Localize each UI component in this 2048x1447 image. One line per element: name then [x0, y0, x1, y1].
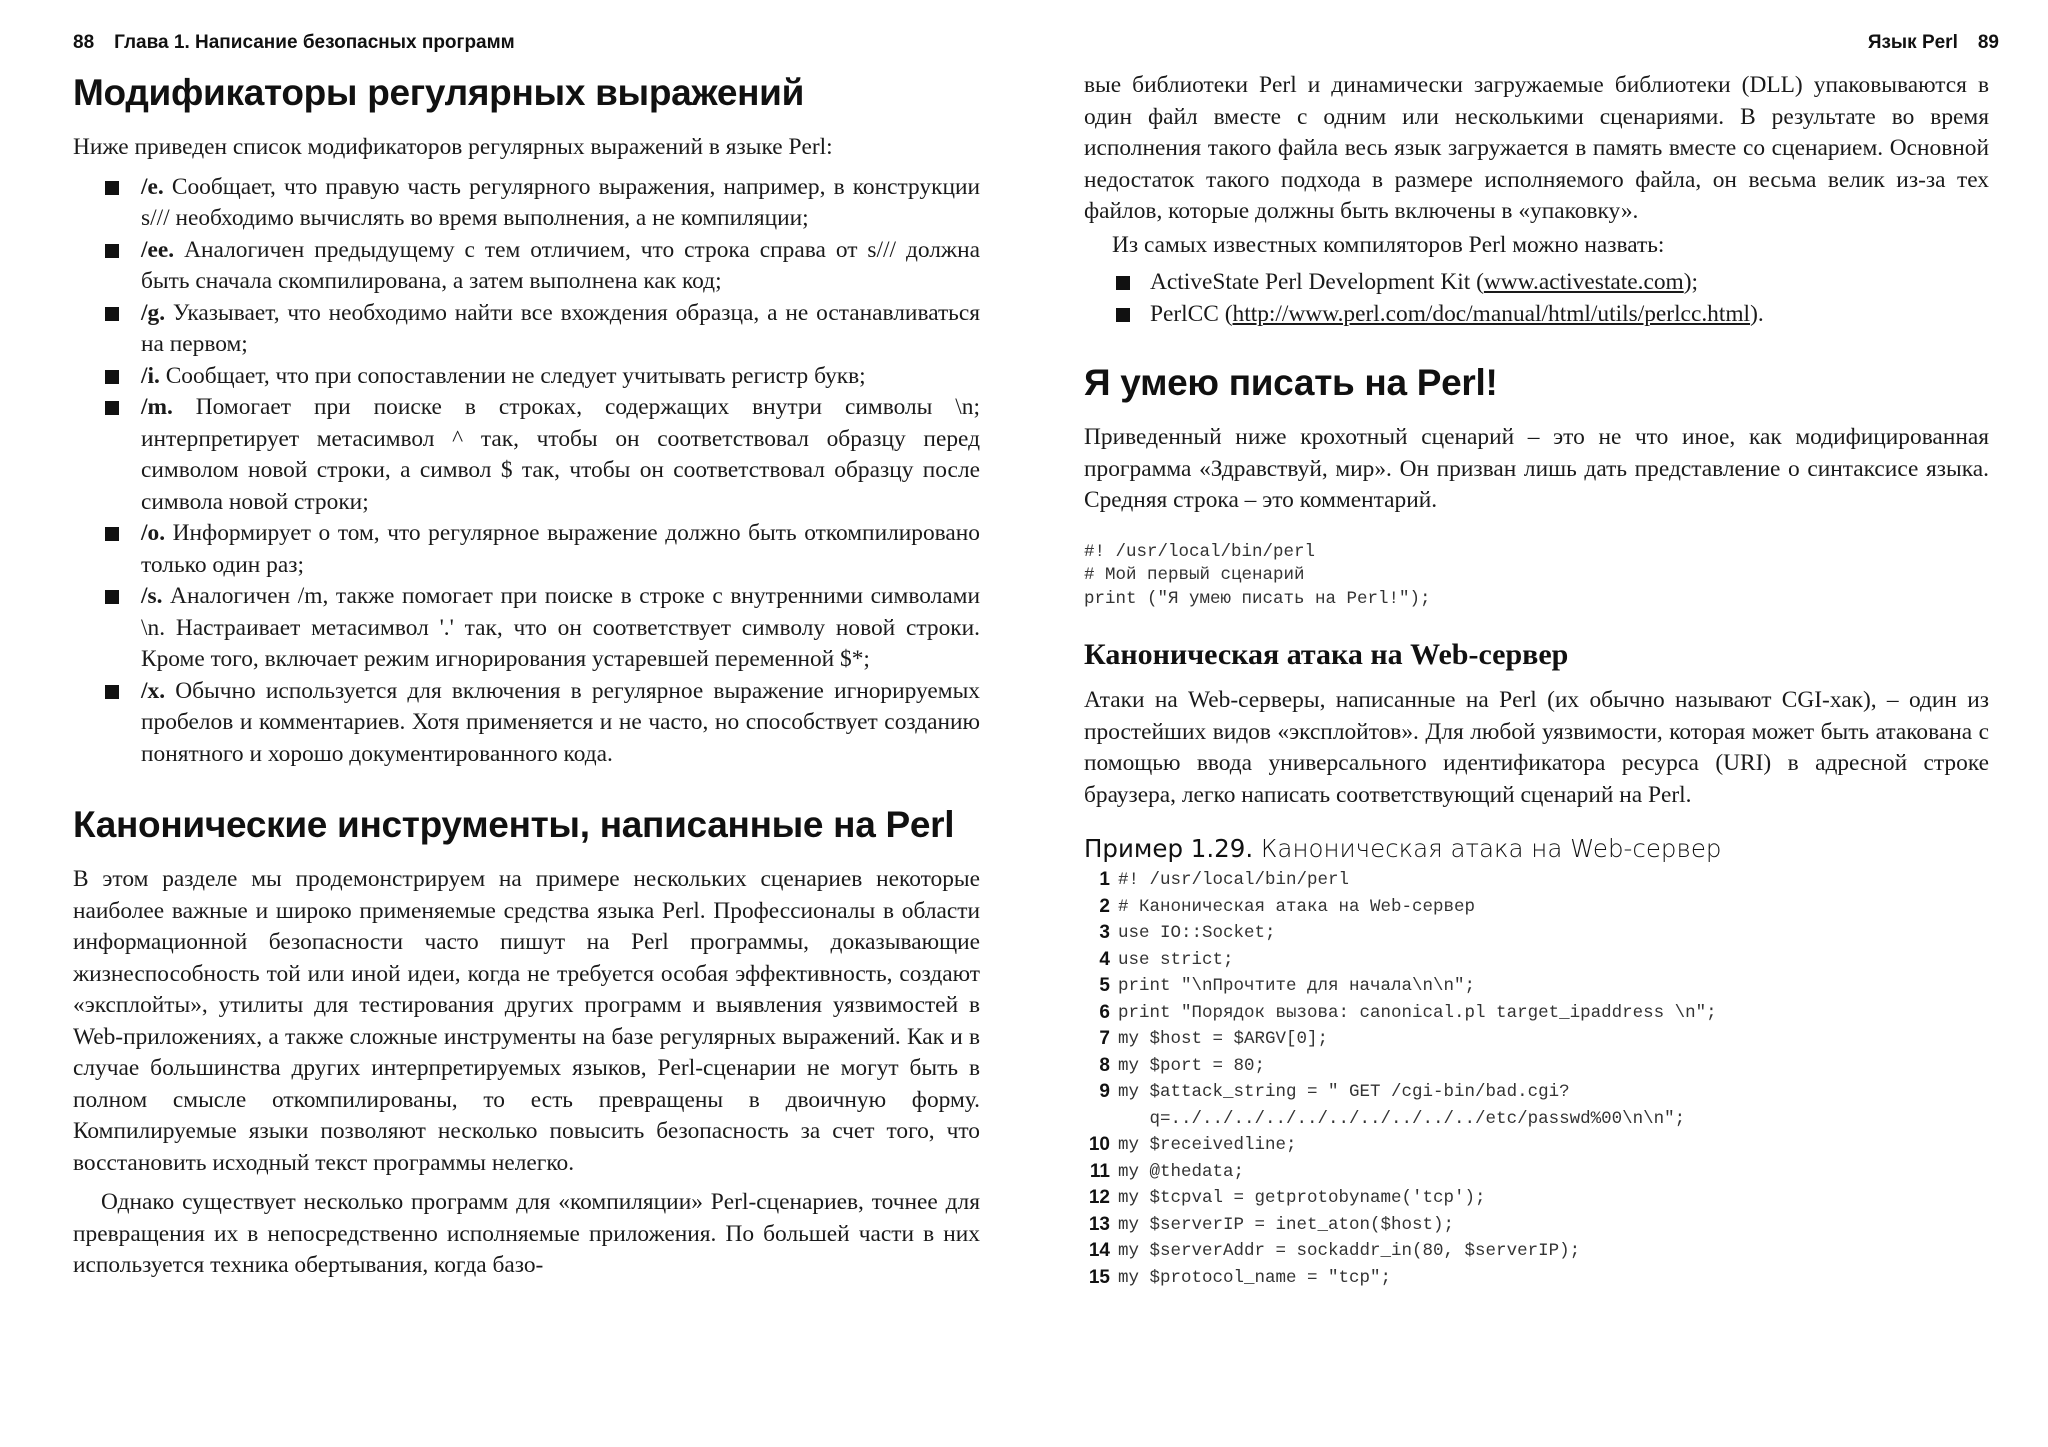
line-number: 3: [1099, 922, 1110, 943]
code-line: [1084, 1132, 1989, 1159]
compiler-name: PerlCC (: [1150, 300, 1233, 327]
tools-paragraph-1: В этом разделе мы продемонстрируем на примере нескольких сценариев некоторые наиболее важные и широко применяемые средства языка Perl. Профессионалы в области информационной безопасности часто пишут на Perl программы, доказывающие жизнеспособность той или иной идеи, когда не требуется особая эффективность, создают «эксплойты», утилиты для тестирования других программ и выявления уязвимостей в Web-приложениях, а также сложные инструменты на базе регулярных выражений. Как и в случае большинства других интерпретируемых языков, Perl-сценарии не могут быть в полном смысле откомпилированы, то есть превращены в двоичную форму. Компилируемые языки позволяют несколько повысить безопасность за счет того, что восстановить исходный текст программы нелегко.: [73, 866, 980, 1176]
compiler-link[interactable]: http://www.perl.com/doc/manual/html/utils/perlcc.html: [1232, 300, 1751, 327]
list-item: [73, 172, 980, 235]
line-number: 14: [1088, 1240, 1110, 1261]
code-line: [1084, 867, 1989, 894]
code-line: [1084, 1079, 1989, 1106]
compilers-intro: Из самых известных компиляторов Perl можно назвать:: [1112, 231, 1665, 258]
modifier-desc: Информирует о том, что регулярное выражение должно быть откомпилировано только один раз;: [141, 520, 980, 578]
line-code: q=../../../../../../../../../../etc/passwd%00\n\n";: [1118, 1108, 1686, 1129]
example-title: Каноническая атака на Web-сервер: [1253, 834, 1722, 863]
line-number: 13: [1088, 1213, 1110, 1235]
continuation-paragraph: вые библиотеки Perl и динамически загружаемые библиотеки (DLL) упаковываются в один файл вместе с одним или несколькими сценариями. В результате во время исполнения такого файла весь язык загружается в память вместе со сценарием. Основной недостаток такого подхода в размере исполняемого файла, он весьма велик из-за тех файлов, которые должны быть включены в «упаковку».: [1084, 72, 1989, 224]
line-number: 9: [1099, 1081, 1110, 1102]
line-code: print "\nПрочтите для начала\n\n";: [1118, 976, 1476, 996]
line-number: 6: [1099, 1001, 1110, 1023]
modifier-flag: /e.: [141, 173, 164, 200]
list-item: [73, 361, 980, 393]
example-number: Пример 1.29.: [1084, 834, 1254, 863]
list-item: [73, 235, 980, 298]
right-page: [1024, 0, 2048, 1447]
line-code: my $serverIP = inet_aton($host);: [1118, 1214, 1455, 1235]
line-code: my @thedata;: [1118, 1161, 1245, 1182]
line-code: my $tcpval = getprotobyname('tcp');: [1118, 1188, 1486, 1208]
line-number: [1084, 1106, 1110, 1133]
code-line: [1084, 1265, 1989, 1292]
modifier-desc: Аналогичен предыдущему с тем отличием, что строка справа от s/// должна быть сначала скомпилирована, а затем выполнена как код;: [141, 236, 980, 294]
hello-paragraph: Приведенный ниже крохотный сценарий – это не что иное, как модифицированная программа «Здравствуй, мир». Он призван лишь дать представление о синтаксисе языка. Средняя строка – это комментарий.: [1084, 424, 1989, 513]
line-code: use IO::Socket;: [1118, 923, 1276, 943]
line-number: 4: [1099, 948, 1110, 970]
line-code: my $receivedline;: [1118, 1135, 1297, 1155]
code-line: [1084, 947, 1989, 974]
modifier-flag: /g.: [141, 299, 166, 326]
modifiers-intro: Ниже приведен список модификаторов регулярных выражений в языке Perl:: [73, 134, 833, 160]
compiler-tail: ).: [1750, 300, 1764, 327]
section-heading-i-can-write-perl: Я умею писать на Perl!: [1084, 362, 1498, 403]
list-item: [73, 392, 980, 518]
running-head-left: [73, 30, 515, 56]
line-number: 7: [1099, 1028, 1110, 1049]
compilers-list: [1084, 267, 1989, 330]
modifier-flag: /x.: [141, 677, 166, 704]
section-heading-canonical-tools: Канонические инструменты, написанные на Perl: [73, 804, 955, 845]
code-line: [1084, 1000, 1989, 1027]
line-code: print "Порядок вызова: canonical.pl target_ipaddress \n";: [1118, 1002, 1717, 1023]
line-code: # Каноническая атака на Web-сервер: [1118, 896, 1476, 917]
page-number-right: 89: [1977, 32, 1999, 53]
square-bullet-icon: [105, 307, 119, 321]
modifier-flag: /m.: [141, 394, 173, 420]
code-line: [1084, 1212, 1989, 1239]
right-column: [1084, 70, 1989, 1291]
square-bullet-icon: [1116, 276, 1130, 290]
left-column: [73, 70, 980, 1282]
list-item: [1084, 299, 1989, 331]
modifier-desc: Аналогичен /m, также помогает при поиске в строке с внутренними символами \n. Настраивает метасимвол '.' так, что он соответствует символу новой строки. Кроме того, включает режим игнорирования устаревшей переменной $*;: [141, 583, 980, 672]
line-code: my $protocol_name = "tcp";: [1118, 1267, 1392, 1288]
chapter-section-title: Язык Perl: [1867, 32, 1958, 53]
line-code: my $serverAddr = sockaddr_in(80, $serverIP);: [1118, 1241, 1581, 1261]
line-code: #! /usr/local/bin/perl: [1118, 870, 1350, 890]
code-line: [1084, 894, 1989, 921]
line-number: 10: [1088, 1134, 1110, 1155]
line-code: my $host = $ARGV[0];: [1118, 1029, 1329, 1049]
code-line: [1084, 1159, 1989, 1186]
code-line: [1084, 1185, 1989, 1212]
list-item: [1084, 267, 1989, 299]
example-caption: [1084, 833, 1989, 865]
modifier-flag: /s.: [141, 583, 163, 609]
square-bullet-icon: [105, 244, 119, 258]
hello-code-block: #! /usr/local/bin/perl # Мой первый сценарий print ("Я умею писать на Perl!");: [1084, 541, 1431, 609]
code-line: [1084, 1053, 1989, 1080]
square-bullet-icon: [105, 401, 119, 415]
line-number: 15: [1088, 1266, 1110, 1288]
modifier-flag: /ee.: [141, 236, 175, 263]
modifier-desc: Указывает, что необходимо найти все вхождения образца, а не останавливаться на первом;: [141, 299, 980, 357]
section-heading-web-attack: Каноническая атака на Web-сервер: [1084, 638, 1569, 671]
tools-paragraph-2: Однако существует несколько программ для «компиляции» Perl-сценариев, точнее для превращения их в непосредственно исполняемые приложения. По большей части в них используется техника обертывания, когда базо-: [73, 1189, 980, 1278]
list-item: [73, 676, 980, 771]
line-number: 2: [1099, 895, 1110, 917]
modifier-desc: Обычно используется для включения в регулярное выражение игнорируемых пробелов и комментариев. Хотя применяется и не часто, но способствует созданию понятного и хорошо документированного кода.: [141, 677, 980, 767]
list-item: [73, 298, 980, 361]
line-number: 5: [1099, 975, 1110, 996]
square-bullet-icon: [105, 685, 119, 699]
section-heading-modifiers: Модификаторы регулярных выражений: [73, 72, 805, 113]
chapter-title: Глава 1. Написание безопасных программ: [114, 32, 515, 53]
code-listing: [1084, 867, 1989, 1291]
square-bullet-icon: [105, 527, 119, 541]
line-number: 11: [1089, 1160, 1110, 1182]
line-code: use strict;: [1118, 949, 1234, 970]
square-bullet-icon: [105, 181, 119, 195]
running-head-right: [1868, 30, 1999, 56]
code-line: [1084, 973, 1989, 1000]
line-number: 8: [1099, 1054, 1110, 1076]
code-line: [1084, 920, 1989, 947]
list-item: [73, 581, 980, 676]
modifier-flag: /o.: [141, 520, 166, 546]
modifier-desc: Сообщает, что правую часть регулярного выражения, например, в конструкции s/// необходимо вычислять во время выполнения, а не компиляции;: [141, 173, 980, 231]
web-attack-paragraph: Атаки на Web-серверы, написанные на Perl (их обычно называют CGI-хак), – один из простейших видов «эксплойтов». Для любой уязвимости, которая может быть атакована с помощью ввода универсального идентификатора ресурса (URI) в адресной строке браузера, легко написать соответствующий сценарий на Perl.: [1084, 687, 1989, 808]
modifiers-list: [73, 172, 980, 771]
compiler-link[interactable]: www.activestate.com: [1483, 269, 1684, 295]
code-line: [1084, 1238, 1989, 1265]
line-number: 1: [1099, 869, 1110, 890]
square-bullet-icon: [105, 590, 119, 604]
square-bullet-icon: [1116, 308, 1130, 322]
code-line: [1084, 1026, 1989, 1053]
line-number: 12: [1088, 1187, 1110, 1208]
line-code: my $attack_string = " GET /cgi-bin/bad.cgi?: [1118, 1082, 1570, 1102]
line-code: my $port = 80;: [1118, 1055, 1266, 1076]
modifier-desc: Сообщает, что при сопоставлении не следует учитывать регистр букв;: [159, 362, 866, 389]
page-number-left: 88: [73, 32, 95, 53]
square-bullet-icon: [105, 370, 119, 384]
modifier-desc: Помогает при поиске в строках, содержащих внутри символы \n; интерпретирует метасимвол ^ так, чтобы он соответствовал образцу перед символом новой строки, а символ $ так, чтобы он соответствовал образцу после символа новой строки;: [141, 394, 980, 515]
list-item: [73, 518, 980, 581]
code-line: [1084, 1106, 1989, 1133]
compiler-tail: );: [1683, 269, 1699, 295]
compiler-name: ActiveState Perl Development Kit (: [1150, 269, 1484, 295]
modifier-flag: /i.: [141, 362, 160, 389]
